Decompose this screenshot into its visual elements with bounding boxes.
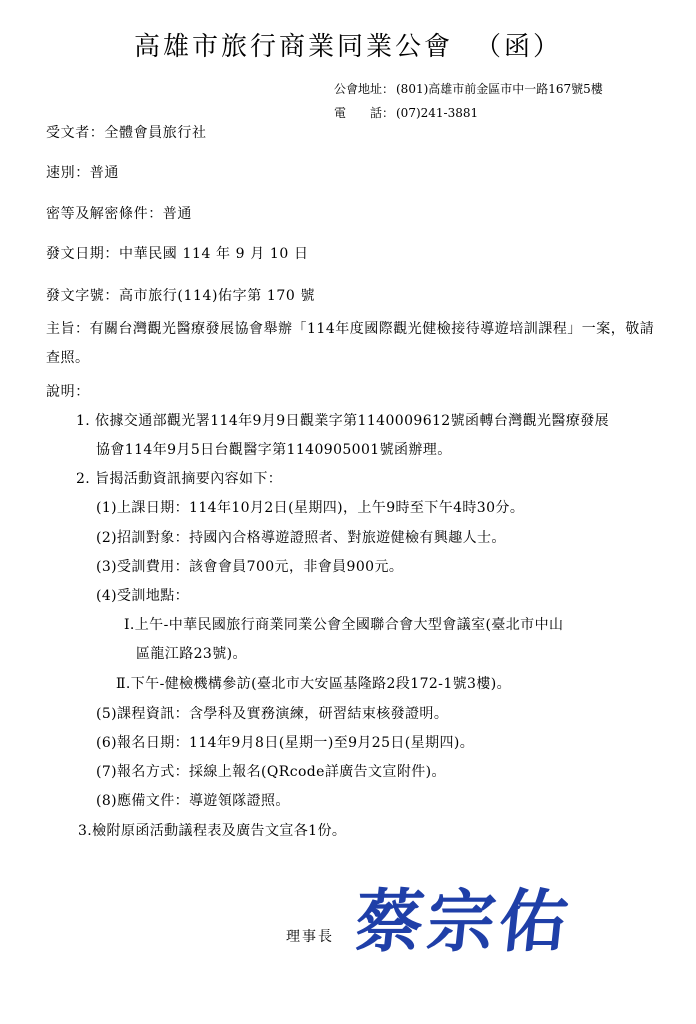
subject: 主旨：有關台灣觀光醫療發展協會舉辦「114年度國際觀光健檢接待導遊培訓課程」一案，敬請查照。 bbox=[46, 321, 655, 366]
location-2: Ⅱ.下午-健檢機構參訪(臺北市大安區基隆路2段172-1號3樓)。 bbox=[116, 676, 511, 692]
speed: 速別：普通 bbox=[46, 165, 119, 181]
sub-item-7: (7)報名方式：採線上報名(QRcode詳廣告文宣附件)。 bbox=[96, 764, 446, 780]
recipient: 受文者：全體會員旅行社 bbox=[46, 125, 207, 141]
location-1: Ⅰ.上午-中華民國旅行商業同業公會全國聯合會大型會議室(臺北市中山 bbox=[124, 617, 564, 633]
sub-item-8: (8)應備文件：導遊領隊證照。 bbox=[96, 793, 290, 809]
location-1-cont: 區龍江路23號)。 bbox=[136, 646, 247, 662]
org-name: 高雄市旅行商業同業公會 bbox=[133, 32, 453, 62]
doc-type: （函） bbox=[475, 32, 563, 62]
sub-item-5: (5)課程資訊：含學科及實務演練，研習結束核發證明。 bbox=[96, 706, 449, 722]
explanation-item-1: 1. 依據交通部觀光署114年9月9日觀業字第1140009612號函轉台灣觀光醫療發展 bbox=[76, 413, 610, 429]
classification: 密等及解密條件：普通 bbox=[46, 206, 192, 222]
explanation-item-2: 2. 旨揭活動資訊摘要內容如下： bbox=[76, 471, 283, 487]
phone-line bbox=[334, 104, 478, 121]
sub-item-1: (1)上課日期：114年10月2日(星期四)，上午9時至下午4時30分。 bbox=[96, 500, 525, 516]
doc-number: 發文字號：高市旅行(114)佑字第 170 號 bbox=[46, 288, 316, 304]
phone-label: 電 話： bbox=[334, 106, 395, 120]
explanation-item-3: 3.檢附原函活動議程表及廣告文宣各1份。 bbox=[78, 823, 347, 839]
address-line bbox=[334, 80, 603, 97]
signature-stamp: 蔡宗佑 bbox=[351, 882, 576, 962]
issue-date: 發文日期：中華民國 114 年 9 月 10 日 bbox=[46, 246, 309, 262]
document-title bbox=[0, 26, 696, 63]
sub-item-4: (4)受訓地點： bbox=[96, 588, 190, 604]
address-label: 公會地址： bbox=[334, 82, 395, 96]
explanation-heading: 說明： bbox=[46, 384, 90, 400]
chairman-title: 理事長 bbox=[286, 929, 334, 945]
phone-value: (07)241-3881 bbox=[396, 106, 479, 120]
sub-item-3: (3)受訓費用：該會會員700元，非會員900元。 bbox=[96, 559, 404, 575]
explanation-item-1-cont: 協會114年9月5日台觀醫字第1140905001號函辦理。 bbox=[96, 442, 452, 458]
sub-item-6: (6)報名日期：114年9月8日(星期一)至9月25日(星期四)。 bbox=[96, 735, 475, 751]
address-value: (801)高雄市前金區市中一路167號5樓 bbox=[396, 82, 603, 96]
sub-item-2: (2)招訓對象：持國內合格導遊證照者、對旅遊健檢有興趣人士。 bbox=[96, 530, 506, 546]
